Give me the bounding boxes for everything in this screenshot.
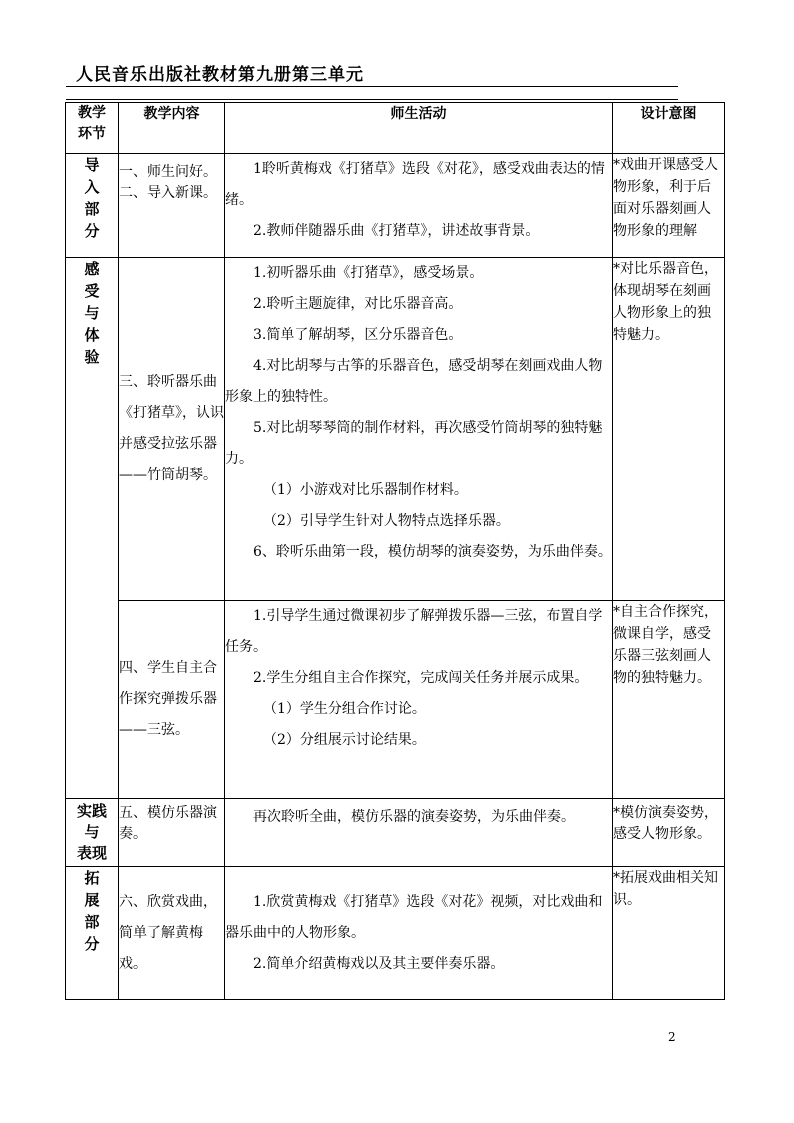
stage-cell — [66, 799, 119, 867]
header-stage-line1: 教学 — [78, 105, 106, 121]
activity-cell — [225, 867, 613, 1000]
table-row — [66, 799, 725, 867]
activity-line: （2）引导学生针对人物特点选择乐器。 — [263, 513, 510, 529]
stage-cell — [66, 154, 119, 258]
activity-line: 1.欣赏黄梅戏《打猪草》选段《对花》视频，对比戏曲和器乐曲中的人物形象。 — [225, 893, 603, 941]
content-cell: 五、模仿乐器演奏。 — [119, 799, 225, 867]
activity-line: 2.聆听主题旋律，对比乐器音高。 — [253, 296, 463, 312]
design-cell: *拓展戏曲相关知识。 — [613, 867, 725, 1000]
activity-line: 5.对比胡琴琴筒的制作材料，再次感受竹筒胡琴的独特魅力。 — [225, 420, 603, 467]
activity-line: 2.学生分组自主合作探究，完成闯关任务并展示成果。 — [253, 670, 589, 686]
activity-cell — [225, 154, 613, 258]
page-number: 2 — [668, 1030, 676, 1044]
activity-line: （1）小游戏对比乐器制作材料。 — [263, 482, 468, 498]
activity-line: 2.简单介绍黄梅戏以及其主要伴奏乐器。 — [253, 955, 505, 972]
activity-line: 3.简单了解胡琴，区分乐器音色。 — [253, 327, 463, 343]
activity-line: 1.初听器乐曲《打猪草》，感受场景。 — [253, 265, 484, 281]
table-header-row — [66, 103, 725, 154]
activity-line: （1）学生分组合作讨论。 — [263, 701, 426, 717]
header-rule — [66, 86, 678, 87]
activity-line: 1聆听黄梅戏《打猪草》选段《对花》，感受戏曲表达的情绪。 — [225, 161, 605, 208]
design-cell: *对比乐器音色，体现胡琴在刻画人物形象上的独特魅力。 — [613, 258, 725, 601]
header-cell-design: 设计意图 — [613, 103, 725, 154]
stage-label-line1: 实践 — [76, 802, 107, 820]
stage-cell — [66, 258, 119, 799]
content-cell: 六、欣赏戏曲，简单了解黄梅戏。 — [119, 867, 225, 1000]
table-row — [66, 258, 725, 601]
activity-line: 2.教师伴随器乐曲《打猪草》，讲述故事背景。 — [253, 223, 540, 239]
content-cell: 四、学生自主合作探究弹拨乐器——三弦。 — [119, 601, 225, 799]
activity-line: 1.引导学生通过微课初步了解弹拨乐器—三弦，布置自学任务。 — [225, 608, 603, 655]
stage-label-line3: 表现 — [76, 844, 107, 862]
stage-label: 感受与体验 — [84, 260, 100, 366]
table-row — [66, 601, 725, 799]
stage-cell — [66, 867, 119, 1000]
table-row — [66, 867, 725, 1000]
header-cell-activity: 师生活动 — [225, 103, 613, 154]
activity-cell — [225, 601, 613, 799]
design-cell: *自主合作探究，微课自学，感受乐器三弦刻画人物的独特魅力。 — [613, 601, 725, 799]
page-header-title: 人民音乐出版社教材第九册第三单元 — [76, 65, 364, 85]
activity-cell — [225, 258, 613, 601]
stage-label: 导入部分 — [84, 156, 100, 240]
table-row — [66, 154, 725, 258]
design-cell: *模仿演奏姿势，感受人物形象。 — [613, 799, 725, 867]
activity-line: 再次聆听全曲，模仿乐器的演奏姿势，为乐曲伴奏。 — [253, 809, 575, 825]
activity-cell — [225, 799, 613, 867]
content-cell: 一、师生问好。二、导入新课。 — [119, 154, 225, 258]
stage-label-line2: 与 — [84, 823, 100, 841]
design-cell: *戏曲开课感受人物形象，利于后面对乐器刻画人物形象的理解 — [613, 154, 725, 258]
header-cell-content: 教学内容 — [119, 103, 225, 154]
lesson-plan-table — [65, 102, 725, 1000]
content-cell: 三、聆听器乐曲《打猪草》，认识并感受拉弦乐器——竹筒胡琴。 — [119, 258, 225, 601]
header-stage-line2: 环节 — [78, 126, 106, 142]
header-rule — [66, 99, 678, 100]
stage-label: 拓展部分 — [84, 869, 100, 953]
activity-line: 6、聆听乐曲第一段，模仿胡琴的演奏姿势，为乐曲伴奏。 — [253, 544, 612, 560]
activity-line: （2）分组展示讨论结果。 — [263, 732, 426, 748]
activity-line: 4.对比胡琴与古筝的乐器音色，感受胡琴在刻画戏曲人物形象上的独特性。 — [225, 358, 603, 405]
header-cell-stage — [66, 103, 119, 154]
